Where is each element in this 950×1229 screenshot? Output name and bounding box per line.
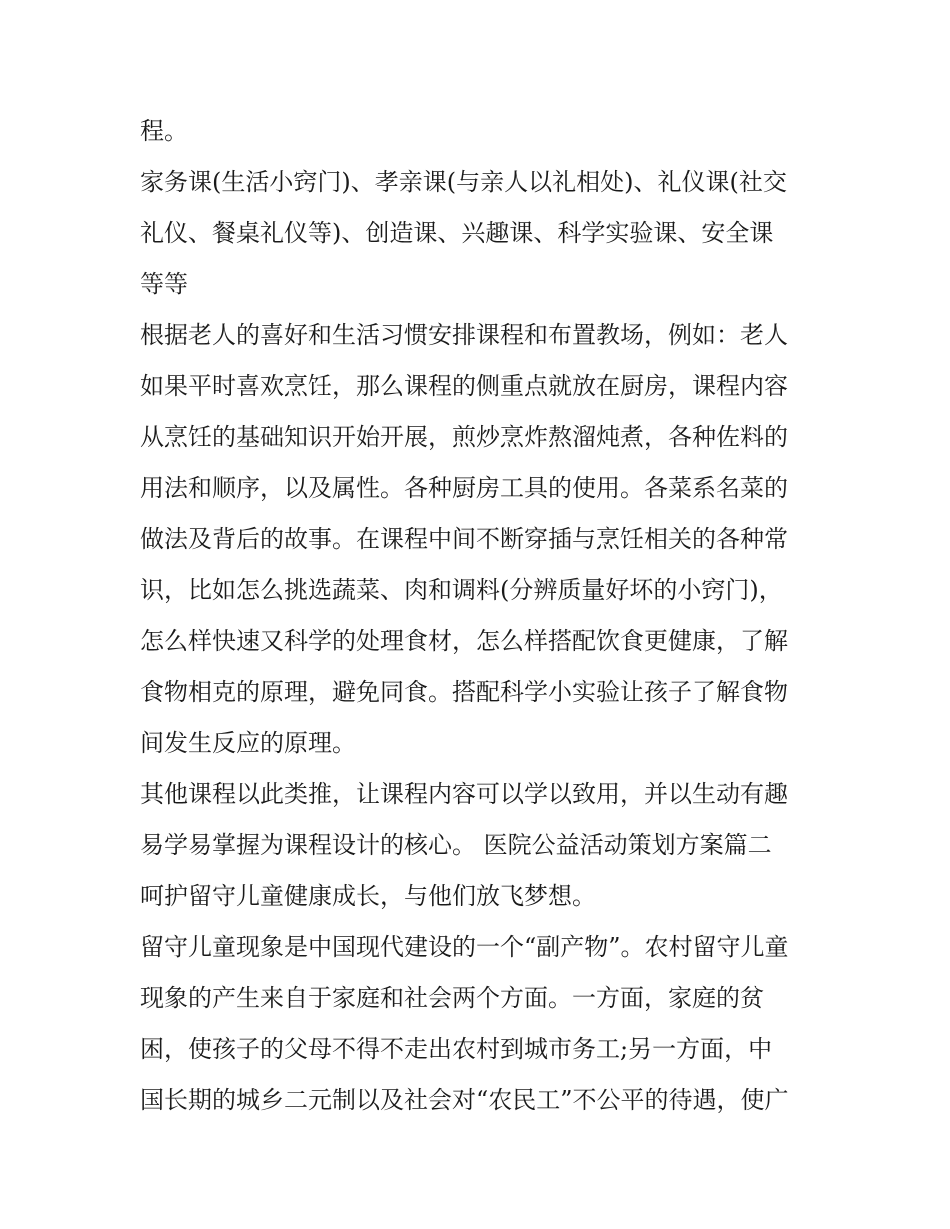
text-line: 家务课(生活小窍门)、孝亲课(与亲人以礼相处)、礼仪课(社交	[140, 168, 787, 196]
text-line: 做法及背后的故事。在课程中间不断穿插与烹饪相关的各种常	[140, 525, 788, 553]
text-line: 从烹饪的基础知识开始开展，煎炒烹炸熬溜炖煮，各种佐料的	[140, 423, 788, 451]
text-line: 根据老人的喜好和生活习惯安排课程和布置教场，例如：老人	[140, 321, 788, 349]
document-body	[140, 106, 820, 1126]
text-line: 如果平时喜欢烹饪，那么课程的侧重点就放在厨房，课程内容	[140, 372, 788, 400]
text-line: 其他课程以此类推，让课程内容可以学以致用，并以生动有趣	[140, 780, 788, 808]
text-line: 困，使孩子的父母不得不走出农村到城市务工;另一方面，中	[140, 1035, 773, 1063]
text-line: 国长期的城乡二元制以及社会对“农民工”不公平的待遇，使广	[140, 1086, 789, 1114]
text-line: 易学易掌握为课程设计的核心。 医院公益活动策划方案篇二	[140, 831, 772, 859]
text-line: 程。	[140, 117, 188, 145]
text-line: 用法和顺序，以及属性。各种厨房工具的使用。各菜系名菜的	[140, 474, 788, 502]
text-line: 呵护留守儿童健康成长，与他们放飞梦想。	[140, 882, 596, 910]
text-line: 食物相克的原理，避免同食。搭配科学小实验让孩子了解食物	[140, 678, 788, 706]
text-line: 间发生反应的原理。	[140, 729, 356, 757]
text-line: 留守儿童现象是中国现代建设的一个“副产物”。农村留守儿童	[140, 933, 789, 961]
text-line: 现象的产生来自于家庭和社会两个方面。一方面，家庭的贫	[140, 984, 764, 1012]
text-line: 识，比如怎么挑选蔬菜、肉和调料(分辨质量好坏的小窍门)，	[140, 576, 783, 604]
text-line: 等等	[140, 270, 188, 298]
text-line: 怎么样快速又科学的处理食材，怎么样搭配饮食更健康，了解	[140, 627, 788, 655]
text-line: 礼仪、餐桌礼仪等)、创造课、兴趣课、科学实验课、安全课	[140, 219, 774, 247]
